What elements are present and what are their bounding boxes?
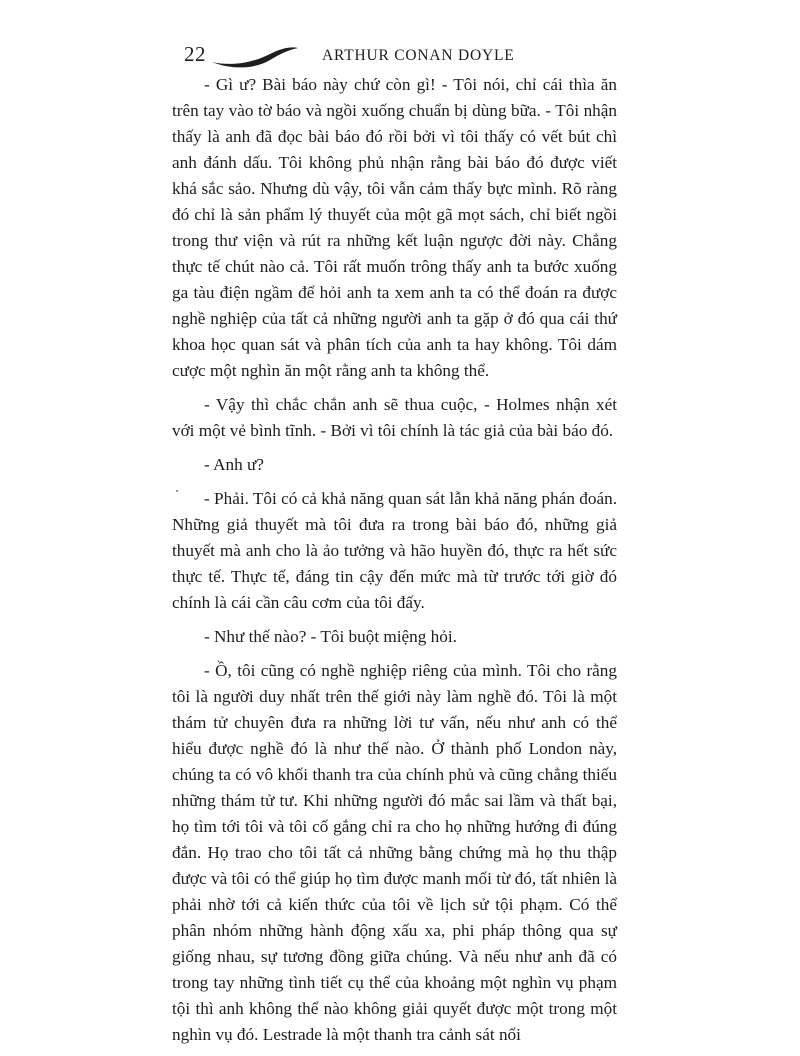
paragraph: - Như thế nào? - Tôi buột miệng hỏi. [204, 627, 457, 646]
paragraph: - Gì ư? Bài báo này chứ còn gì! - Tôi nói, chỉ cái thìa ăn trên tay vào tờ báo và ngồi xuống chuẩn bị dùng bữa. - Tôi nhận thấy là anh đã đọc bài báo đó rồi bởi vì tôi thấy có vết bút chì anh đánh dấu. Tôi không phủ nhận rằng bài báo đó được viết khá sắc sảo. Nhưng dù vậy, tôi vẫn cảm thấy bực mình. Rõ ràng đó chỉ là sản phẩm lý thuyết của một gã mọt sách, chỉ biết ngồi trong thư viện và rút ra những kết luận ngược đời này. Chẳng thực tế chút nào cả. Tôi rất muốn trông thấy anh ta bước xuống ga tàu điện ngầm để hỏi anh ta xem anh ta có thể đoán ra được nghề nghiệp của tất cả những người anh ta gặp ở đó qua cái thứ khoa học quan sát và phân tích của anh ta hay không. Tôi dám cược một nghìn ăn một rằng anh ta không thể. [172, 75, 617, 380]
swoosh-ornament-icon [210, 40, 300, 70]
paragraph: - Phải. Tôi có cả khả năng quan sát lẫn khả năng phán đoán. Những giả thuyết mà tôi đưa ra trong bài báo đó, những giả thuyết mà anh cho là ảo tưởng và hão huyền đó, thực ra hết sức thực tế. Thực tế, đáng tin cậy đến mức mà từ trước tới giờ đó chính là cái cần câu cơm của tôi đấy. [172, 489, 617, 612]
body-text [172, 72, 617, 1056]
paragraph: - Anh ư? [204, 455, 264, 474]
paragraph: - Vậy thì chắc chắn anh sẽ thua cuộc, - Holmes nhận xét với một vẻ bình tĩnh. - Bởi vì tôi chính là tác giả của bài báo đó. [172, 395, 617, 440]
print-speck [176, 490, 178, 492]
page-header [172, 36, 642, 76]
paragraph: - Ồ, tôi cũng có nghề nghiệp riêng của mình. Tôi cho rằng tôi là người duy nhất trên thế giới này làm nghề đó. Tôi là một thám tử chuyên đưa ra những lời tư vấn, nếu như anh có thể hiểu được nghề đó là như thế nào. Ở thành phố London này, chúng ta có vô khối thanh tra của chính phủ và cũng chẳng thiếu những thám tử tư. Khi những người đó mắc sai lầm và thất bại, họ tìm tới tôi và tôi cố gắng chỉ ra cho họ những hướng đi đúng đắn. Họ trao cho tôi tất cả những bằng chứng mà họ thu thập được và tôi có thể giúp họ tìm được manh mối từ đó, tất nhiên là phải nhờ tới cả kiến thức của tôi về lịch sử tội phạm. Có thể phân nhóm những hành động xấu xa, phi pháp thông qua sự giống nhau, sự tương đồng giữa chúng. Và nếu như anh đã có trong tay những tình tiết cụ thể của khoảng một nghìn vụ phạm tội thì anh không thể nào không giải quyết được một trong một nghìn vụ đó. Lestrade là một thanh tra cảnh sát nổi [172, 661, 617, 1044]
running-head: ARTHUR CONAN DOYLE [322, 47, 515, 64]
page-number: 22 [184, 42, 206, 66]
